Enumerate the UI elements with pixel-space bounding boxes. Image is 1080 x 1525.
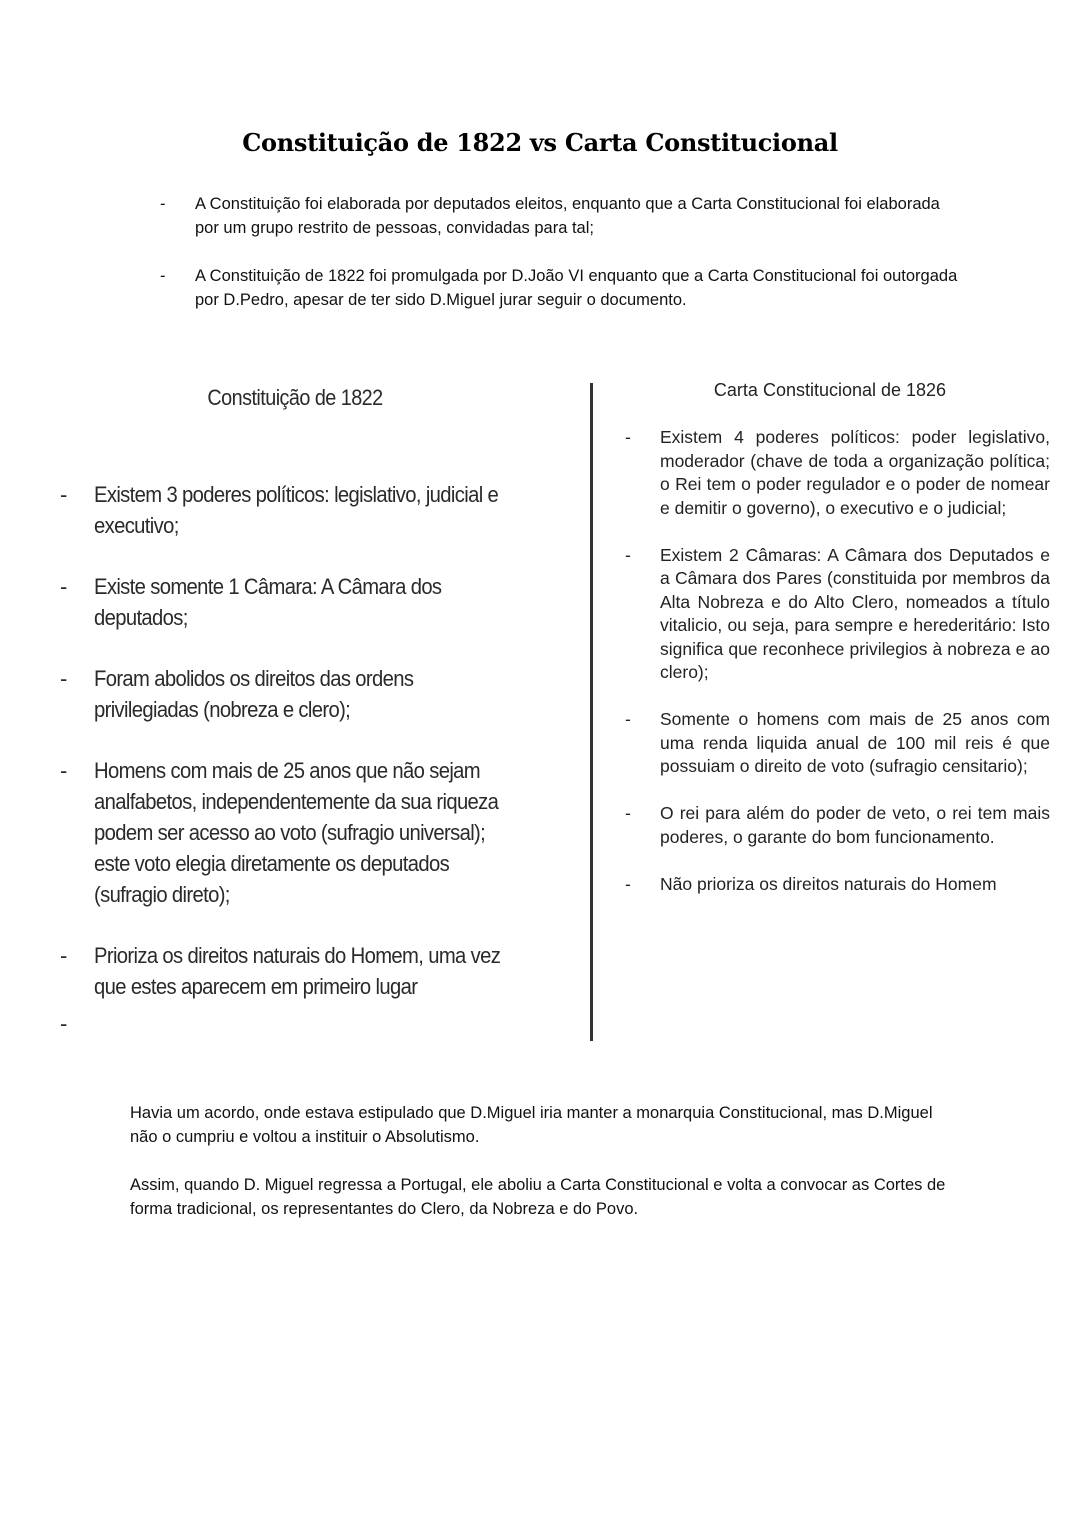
list-item-text: Existe somente 1 Câmara: A Câmara dos deputados; xyxy=(94,574,442,630)
list-item xyxy=(60,663,550,725)
bullet-dash: - xyxy=(625,709,631,729)
list-item-text: Prioriza os direitos naturais do Homem, uma vez que estes aparecem em primeiro lugar xyxy=(94,943,501,999)
bullet-dash: - xyxy=(60,758,67,783)
conclusion xyxy=(130,1101,960,1245)
right-list xyxy=(625,426,1050,896)
list-item-text: Existem 4 poderes políticos: poder legislativo, moderador (chave de toda a organização política; o Rei tem o poder regulador e o poder de nomear e demitir o governo), o executivo e o judicial; xyxy=(660,427,1050,518)
carta-1826-column xyxy=(625,380,1050,920)
bullet-dash: - xyxy=(160,267,166,285)
bullet-dash: - xyxy=(160,195,166,213)
left-list xyxy=(60,479,550,1039)
empty-list-item xyxy=(60,1008,550,1039)
list-item-text: Foram abolidos os direitos das ordens privilegiadas (nobreza e clero); xyxy=(94,666,414,722)
column-heading: Carta Constitucional de 1826 xyxy=(713,380,947,400)
list-item-text: Somente o homens com mais de 25 anos com uma renda liquida anual de 100 mil reis é que possuiam o direito de voto (sufragio censitario); xyxy=(660,709,1050,776)
column-heading: Constituição de 1822 xyxy=(207,385,383,410)
list-item-text xyxy=(94,1008,514,1039)
bullet-dash: - xyxy=(625,544,631,565)
list-item-text: Existem 2 Câmaras: A Câmara dos Deputados e a Câmara dos Pares (constituida por membros da Alta Nobreza e do Alto Clero, nomeados a título vitalicio, ou seja, para sempre e herederitário: Isto significa que reconhece privilegios à nobreza e ao clero); xyxy=(660,544,1050,682)
bullet-dash: - xyxy=(60,482,67,507)
page-title: Constituição de 1822 vs Carta Constitucional xyxy=(242,128,838,157)
bullet-dash: - xyxy=(60,574,67,599)
bullet-dash: - xyxy=(625,427,631,447)
bullet-dash: - xyxy=(60,666,67,691)
constituicao-1822-column xyxy=(60,385,550,1069)
bullet-dash: - xyxy=(60,1011,67,1036)
bullet-dash: - xyxy=(625,873,631,894)
intro-item xyxy=(160,264,960,312)
list-item xyxy=(625,426,1050,520)
list-item-text: O rei para além do poder de veto, o rei tem mais poderes, o garante do bom funcionamento. xyxy=(660,803,1050,847)
conclusion-paragraph: Havia um acordo, onde estava estipulado que D.Miguel iria manter a monarquia Constitucional, mas D.Miguel não o cumpriu e voltou a instituir o Absolutismo. xyxy=(130,1104,933,1146)
bullet-dash: - xyxy=(625,803,631,823)
list-item-text: Existem 3 poderes políticos: legislativo, judicial e executivo; xyxy=(94,482,499,538)
list-item xyxy=(60,571,550,633)
list-item xyxy=(625,544,1050,685)
list-item xyxy=(60,755,550,910)
list-item xyxy=(60,940,550,1002)
bullet-dash: - xyxy=(60,943,67,968)
intro-text: A Constituição foi elaborada por deputados eleitos, enquanto que a Carta Constitucional foi elaborada por um grupo restrito de pessoas, convidadas para tal; xyxy=(195,195,940,237)
list-item xyxy=(60,479,550,541)
list-item xyxy=(625,873,1050,897)
list-item xyxy=(625,708,1050,779)
conclusion-paragraph: Assim, quando D. Miguel regressa a Portugal, ele aboliu a Carta Constitucional e volta a convocar as Cortes de forma tradicional, os representantes do Clero, da Nobreza e do Povo. xyxy=(130,1176,946,1218)
intro-item xyxy=(160,192,960,240)
column-divider xyxy=(590,383,593,1041)
list-item xyxy=(625,802,1050,849)
list-item-text: Homens com mais de 25 anos que não sejam analfabetos, independentemente da sua riqueza podem ser acesso ao voto (sufragio universal); este voto elegia diretamente os deputados (sufragio direto); xyxy=(94,758,499,907)
intro-list xyxy=(160,192,960,336)
list-item-text: Não prioriza os direitos naturais do Homem xyxy=(660,873,997,894)
intro-text: A Constituição de 1822 foi promulgada por D.João VI enquanto que a Carta Constitucional foi outorgada por D.Pedro, apesar de ter sido D.Miguel jurar seguir o documento. xyxy=(195,267,958,309)
